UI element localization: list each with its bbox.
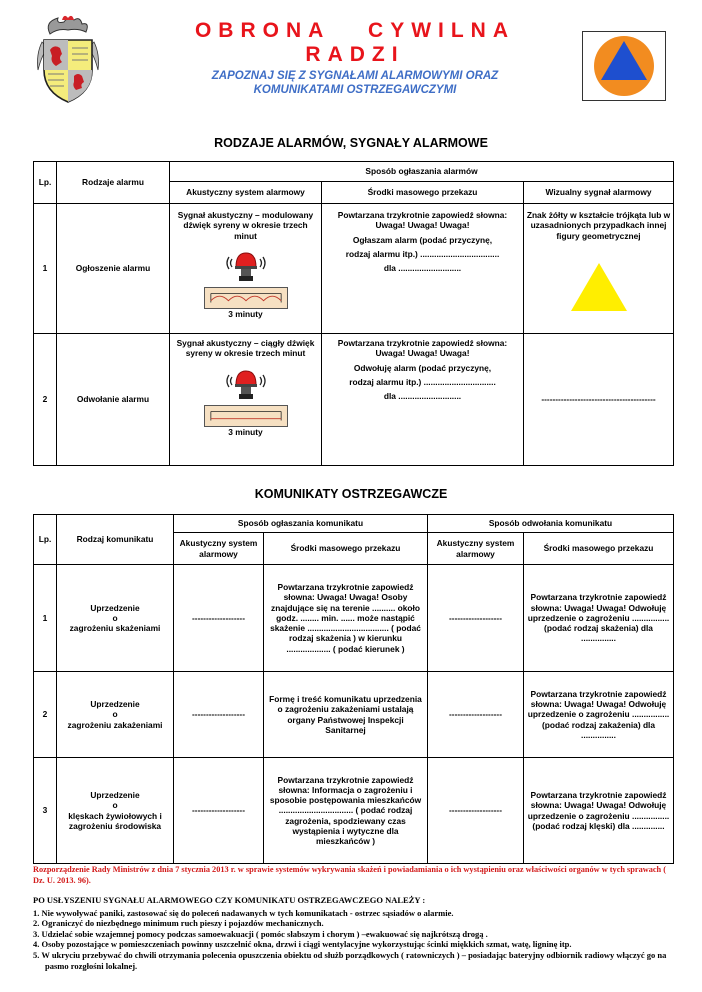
header-communique-type: Rodzaj komunikatu	[57, 515, 174, 565]
behaviour-heading: PO USŁYSZENIU SYGNAŁU ALARMOWEGO CZY KOMUNIKATU OSTRZEGAWCZEGO NALEŻY :	[33, 895, 426, 905]
title-line-2: RADZI	[305, 43, 405, 66]
header-acoustic: Akustyczny system alarmowy	[174, 533, 264, 565]
media-intro: Powtarzana trzykrotnie zapowiedź słowna:	[337, 210, 508, 220]
header-cancel-acoustic: Akustyczny system alarmowy	[428, 533, 524, 565]
media-text-2: rodzaj alarmu itp.) ..................................	[345, 248, 500, 259]
visual-description: Znak żółty w kształcie trójkąta lub w uzasadnionych przypadkach innej figury geometrycznej	[526, 210, 671, 241]
row-acoustic: -------------------	[174, 565, 264, 672]
alarms-table	[33, 161, 674, 466]
type-line: zagrożeniu skażeniami	[69, 623, 161, 634]
media-intro: Powtarzana trzykrotnie zapowiedź słowna:	[337, 338, 508, 348]
legal-note: Rozporządzenie Rady Ministrów z dnia 7 stycznia 2013 r. w sprawie systemów wykrywania skażeń i powiadamiania o ich wystąpieniu oraz właściwości organów w tych sprawach ( Dz. U. 2013. 96).	[33, 865, 667, 885]
row-lp: 1	[34, 565, 57, 672]
row-cancel-media: Powtarzana trzykrotnie zapowiedź słowna: Uwaga! Uwaga! Odwołuję uprzedzenie o zagrożeniu ................ (podać rodzaj klęski) dla ..............	[524, 758, 674, 864]
acoustic-description: Sygnał akustyczny – ciągły dźwięk syreny w okresie trzech minut	[176, 338, 315, 359]
table-row	[34, 758, 674, 864]
acoustic-description: Sygnał akustyczny – modulowany dźwięk syreny w okresie trzech minut	[177, 210, 314, 241]
table-row	[34, 204, 674, 334]
list-item: 1. Nie wywoływać paniki, zastosować się do poleceń nadawanych w tych komunikatach - ostrzec sąsiadów o alarmie.	[33, 907, 454, 918]
row-acoustic: -------------------	[174, 672, 264, 758]
header-media: Środki masowego przekazu	[264, 533, 428, 565]
alarms-heading: RODZAJE ALARMÓW, SYGNAŁY ALARMOWE	[214, 136, 488, 150]
media-text-2: rodzaj alarmu itp.) ...............................	[349, 376, 496, 387]
row-media: Powtarzana trzykrotnie zapowiedź słowna: Uwaga! Uwaga! Osoby znajdujące się na terenie .......... około godz. ........ min. ...... może nastąpić skażenie ................................... ( podać rodzaj skażenia ) w kierunku ................... ( podać kierunek )	[264, 565, 428, 672]
row-cancel-acoustic: -------------------	[428, 565, 524, 672]
subtitle-line-1: ZAPOZNAJ SIĘ Z SYGNAŁAMI ALARMOWYMI ORAZ	[211, 70, 499, 82]
type-line: o	[112, 800, 118, 811]
header-announce: Sposób ogłaszania komunikatu	[174, 515, 428, 533]
duration-label: 3 minuty	[228, 308, 263, 319]
table-row	[34, 565, 674, 672]
media-text: Odwołuję alarm (podać przyczynę,	[353, 362, 492, 373]
type-line: Uprzedzenie	[90, 602, 140, 613]
modulated-signal-graph	[204, 287, 288, 309]
media-call: Uwaga! Uwaga! Uwaga!	[375, 348, 470, 359]
row-cancel-media: Powtarzana trzykrotnie zapowiedź słowna: Uwaga! Uwaga! Odwołuję uprzedzenie o zagrożeniu ................ (podać rodzaj skażenia) dla ...............	[524, 565, 674, 672]
behaviour-list	[33, 908, 683, 972]
header-acoustic: Akustyczny system alarmowy	[170, 182, 322, 204]
type-line: zagrożeniu zakażeniami	[67, 719, 163, 730]
behaviour-instructions	[33, 895, 683, 971]
civil-defence-triangle-icon	[582, 31, 666, 101]
row-communique-type	[57, 672, 174, 758]
row-alarm-type: Odwołanie alarmu	[57, 334, 170, 466]
header-cancel: Sposób odwołania komunikatu	[428, 515, 674, 533]
row-alarm-type: Ogłoszenie alarmu	[57, 204, 170, 334]
type-line: Uprzedzenie	[90, 790, 140, 800]
siren-icon	[223, 247, 269, 283]
row-media: Formę i treść komunikatu uprzedzenia o zagrożeniu zakażeniami ustalają organy Państwowej Inspekcji Sanitarnej	[264, 672, 428, 758]
title-line-1: OBRONA CYWILNA	[194, 19, 516, 42]
header-alarm-type: Rodzaje alarmu	[57, 162, 170, 204]
duration-label: 3 minuty	[228, 426, 263, 437]
list-item: 2. Ograniczyć do niezbędnego minimum ruch pieszy i pojazdów mechanicznych.	[33, 918, 324, 929]
row-media	[322, 334, 524, 466]
row-media: Powtarzana trzykrotnie zapowiedź słowna: Informacja o zagrożeniu i sposobie postępowania mieszkańców ................................ ( podać rodzaj zagrożenia, spodziewany czas wystąpienia i wytyczne dla mieszkańców )	[264, 758, 428, 864]
media-text: Ogłaszam alarm (podać przyczynę,	[352, 234, 493, 245]
communiques-table	[33, 514, 674, 864]
list-item: 4. Osoby pozostające w pomieszczeniach powinny uszczelnić okna, drzwi i ciągi wentylacyjne wykorzystując ścinki miękkich szmat, watę, ligninę itp.	[33, 939, 572, 950]
type-line: klęskach żywiołowych i zagrożeniu środowiska	[68, 810, 162, 831]
table-row	[34, 334, 674, 466]
header-method: Sposób ogłaszania alarmów	[170, 162, 674, 182]
row-acoustic: -------------------	[174, 758, 264, 864]
header-lp: Lp.	[34, 515, 57, 565]
type-line: o	[112, 709, 118, 720]
row-cancel-media: Powtarzana trzykrotnie zapowiedź słowna: Uwaga! Uwaga! Odwołuję uprzedzenie o zagrożeniu ................ (podać rodzaj zakażenia) dla ...............	[524, 672, 674, 758]
row-visual: -----------------------------------------	[524, 334, 674, 466]
header-visual: Wizualny sygnał alarmowy	[524, 182, 674, 204]
list-item: 3. Udzielać sobie wzajemnej pomocy podczas samoewakuacji ( pomóc słabszym i chorym ) –ewakuować się najkrótszą drogą .	[33, 928, 488, 939]
row-acoustic	[170, 204, 322, 334]
header-media: Środki masowego przekazu	[322, 182, 524, 204]
header-cancel-media: Środki masowego przekazu	[524, 533, 674, 565]
row-media	[322, 204, 524, 334]
row-lp: 2	[34, 334, 57, 466]
media-text-3: dla ...........................	[383, 263, 462, 273]
list-item: 5. W ukryciu przebywać do chwili otrzymania polecenia opuszczenia obiektu od służb porządkowych ( ratowniczych ) – posiadając bateryjny odbiornik radiowy włączyć go na pasmo rozgłośni lokalnej.	[33, 949, 667, 971]
coat-of-arms-icon	[28, 14, 108, 106]
type-line: o	[112, 612, 118, 623]
header-lp: Lp.	[34, 162, 57, 204]
media-call: Uwaga! Uwaga! Uwaga!	[375, 220, 470, 231]
row-cancel-acoustic: -------------------	[428, 672, 524, 758]
subtitle-line-2: KOMUNIKATAMI OSTRZEGAWCZYMI	[253, 84, 457, 96]
row-communique-type	[57, 758, 174, 864]
row-communique-type	[57, 565, 174, 672]
type-line: Uprzedzenie	[90, 699, 140, 710]
row-lp: 2	[34, 672, 57, 758]
row-acoustic	[170, 334, 322, 466]
siren-icon	[223, 365, 269, 401]
row-cancel-acoustic: -------------------	[428, 758, 524, 864]
media-text-3: dla ...........................	[383, 391, 462, 401]
yellow-triangle-icon	[569, 261, 629, 313]
communiques-heading: KOMUNIKATY OSTRZEGAWCZE	[254, 487, 448, 501]
row-lp: 1	[34, 204, 57, 334]
row-visual	[524, 204, 674, 334]
continuous-signal-graph	[204, 405, 288, 427]
row-lp: 3	[34, 758, 57, 864]
table-row	[34, 672, 674, 758]
